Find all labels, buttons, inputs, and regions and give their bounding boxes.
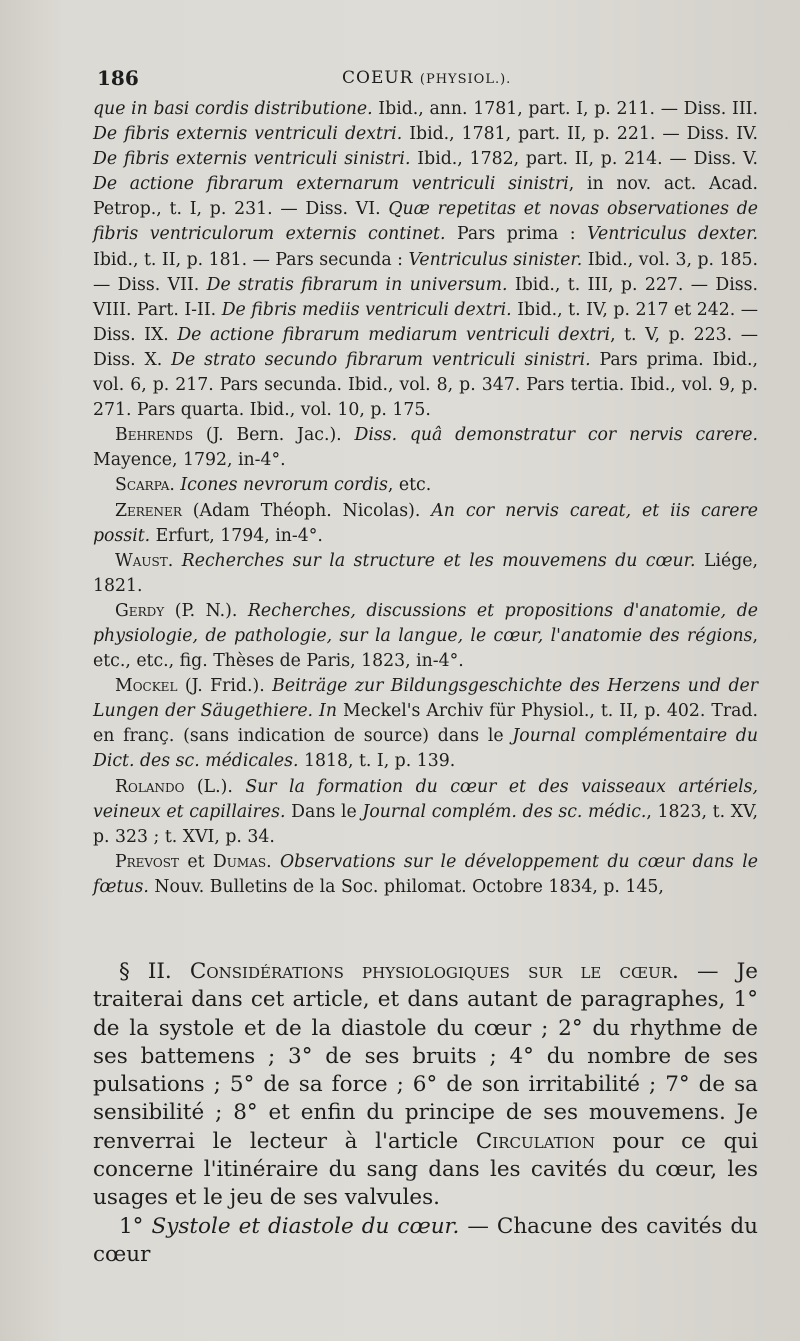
running-head-subtitle: (PHYSIOL.).	[419, 72, 512, 87]
italic-run: In	[313, 701, 337, 722]
italic-run: Observations sur le développement du cœur dans le fœtus.	[93, 851, 758, 897]
text-run	[173, 551, 181, 571]
text-run: et	[178, 851, 213, 872]
italic-run: De strato secundo fibrarum ventriculi sinistri.	[171, 349, 591, 370]
italic-run: Icones nevrorum cordis	[180, 475, 388, 496]
text-run: (J. Bern. Jac.).	[193, 425, 355, 446]
italic-run: Quæ repetitas et novas observationes de fibris ventriculorum externis continet.	[93, 199, 758, 245]
bib-entry	[93, 674, 758, 774]
text-run	[272, 852, 280, 872]
text-run: Meckel's Archiv für Physiol., t. II, p. 402. Trad. en franç. (sans indication de source) dans le	[93, 701, 759, 747]
bibliography	[93, 97, 758, 900]
italic-run: Recherches, discussions et propositions d'anatomie, de physiologie, de pathologie, sur la langue, le cœur, l'anatomie des régions	[93, 600, 758, 646]
text-run: (Adam Théoph. Nicolas).	[181, 500, 432, 521]
text-run: Nouv. Bulletins de la Soc. philomat. Octobre 1834, p. 145,	[148, 876, 664, 897]
text-run: Ibid., t. IV, p. 217 et 242. — Diss. IX.	[93, 299, 758, 345]
italic-run: Systole et diastole du cœur.	[151, 1213, 460, 1239]
bib-entry	[93, 549, 758, 599]
italic-run: De fibris externis ventriculi sinistri.	[93, 149, 411, 170]
text-run: Pars prima. Ibid., vol. 6, p. 217. Pars secunda. Ibid., vol. 8, p. 347. Pars tertia. Ibid., vol. 9, p. 271. Pars quarta. Ibid., vol. 10, p. 175.	[93, 349, 758, 421]
italic-run: Ventriculus sinister.	[408, 249, 583, 270]
text-run: Ibid., t. II, p. 181. — Pars secunda :	[93, 249, 409, 270]
small-caps-run: Zerener	[115, 500, 182, 521]
small-caps-run: Waust.	[115, 550, 174, 571]
page-number: 186	[97, 66, 139, 90]
bib-entry	[93, 97, 758, 423]
text-run: Dans le	[285, 801, 363, 822]
italic-run: De fibris externis ventriculi dextri.	[93, 124, 403, 145]
small-caps-run: Behrends	[115, 425, 194, 446]
bib-entry	[93, 599, 758, 674]
italic-run: que in basi cordis distributione.	[93, 99, 373, 119]
text-run: 1°	[119, 1213, 152, 1239]
italic-run: Journal complém. des sc. médic.	[362, 801, 647, 822]
small-caps-run: Rolando	[115, 776, 185, 797]
body-paragraph	[93, 958, 758, 1213]
text-run: — Je traiterai dans cet article, et dans autant de paragraphes, 1° de la systole et de la diastole du cœur ; 2° du rhythme de ses battemens ; 3° de ses bruits ; 4° du nombre de ses pulsations ; 5° de sa force ; 6° de son irritabilité ; 7° de sa sensibilité ; 8° et enfin du principe de ses mouvemens. Je renverrai le lecteur à l'article	[93, 959, 758, 1154]
italic-run: Sur la formation du cœur et des vaisseaux artériels, veineux et capillaires.	[93, 776, 758, 822]
text-run: Pars prima :	[445, 224, 588, 245]
page-header	[97, 66, 757, 96]
italic-run: Ventriculus dexter.	[587, 224, 758, 245]
italic-run: Diss. quâ demonstratur cor nervis carere.	[354, 425, 758, 446]
text-run: Ibid., vol. 3, p. 185. — Diss. VII.	[93, 249, 758, 295]
small-caps-run: Circulation	[475, 1128, 595, 1154]
text-run: (J. Frid.).	[177, 676, 273, 697]
text-run: Ibid., t. III, p. 227. — Diss. VIII. Part. I-II.	[93, 274, 758, 320]
italic-run: Recherches sur la structure et les mouvemens du cœur.	[181, 550, 696, 571]
text-run: , etc., etc., fig. Thèses de Paris, 1823, in-4°.	[93, 625, 758, 672]
small-caps-run: Prevost	[115, 851, 179, 872]
running-head-title: COEUR	[342, 68, 414, 88]
text-run: Ibid., 1782, part. II, p. 214. — Diss. V.	[410, 149, 759, 170]
text-run: § II.	[119, 959, 190, 984]
text-run: , etc.	[387, 475, 432, 496]
text-run: (L.).	[184, 776, 246, 797]
italic-run: Journal complémentaire du Dict. des sc. médicales.	[93, 726, 758, 772]
bib-entry	[93, 775, 758, 850]
body-paragraph	[93, 1213, 758, 1270]
running-head	[342, 68, 511, 88]
text-run: (P. N.).	[164, 600, 248, 621]
small-caps-run: Gerdy	[115, 600, 165, 621]
bib-entry	[93, 423, 758, 473]
italic-run: De actione fibrarum externarum ventriculi sinistri	[93, 174, 569, 195]
text-run: , 1823, t. XV, p. 323 ; t. XVI, p. 34.	[93, 801, 759, 847]
body-section	[93, 958, 758, 1269]
italic-run: De stratis fibrarum in universum.	[206, 274, 508, 295]
text-run: 1818, t. I, p. 139.	[298, 751, 456, 772]
text-run: Liége, 1821.	[93, 550, 758, 596]
bib-entry	[93, 850, 758, 900]
text-run: , t. V, p. 223. — Diss. X.	[93, 324, 758, 370]
small-caps-run: Considérations physiologiques sur le cœur.	[189, 959, 679, 984]
small-caps-run: Scarpa.	[115, 475, 175, 496]
italic-run: De actione fibrarum mediarum ventriculi dextri	[177, 324, 611, 345]
text-run: Mayence, 1792, in-4°.	[93, 450, 286, 471]
small-caps-run: Dumas.	[212, 851, 272, 872]
text-run: pour ce qui concerne l'itinéraire du sang dans les cavités du cœur, les usages et le jeu de ses valvules.	[93, 1128, 758, 1211]
text-run: Erfurt, 1794, in-4°.	[150, 525, 323, 546]
text-run: Ibid., 1781, part. II, p. 221. — Diss. IV.	[402, 124, 758, 145]
italic-run: Beiträge zur Bildungsgeschichte des Herzens und der Lungen der Säugethiere.	[93, 676, 758, 722]
italic-run: An cor nervis careat, et iis carere possit.	[93, 500, 758, 546]
text-run: , in nov. act. Acad. Petrop., t. I, p. 231. — Diss. VI.	[93, 174, 758, 220]
bib-entry	[93, 499, 758, 549]
text-run: — Chacune des cavités du cœur	[93, 1213, 758, 1267]
small-caps-run: Mockel	[115, 676, 178, 697]
italic-run: De fibris mediis ventriculi dextri.	[221, 299, 512, 320]
bib-entry	[93, 473, 758, 498]
text-run: Ibid., ann. 1781, part. I, p. 211. — Diss. III.	[372, 99, 758, 119]
